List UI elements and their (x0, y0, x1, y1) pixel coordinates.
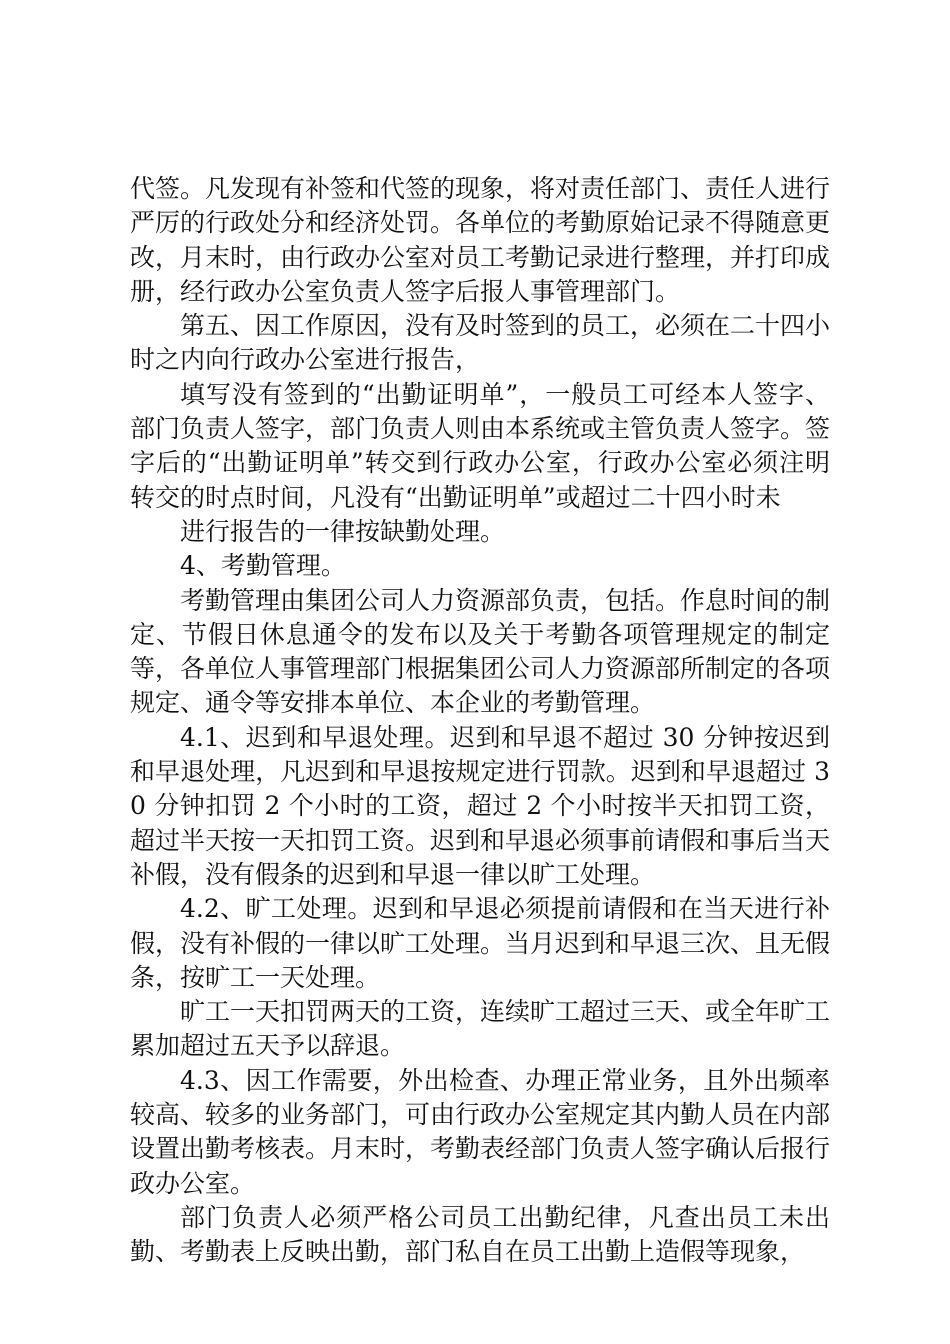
document-body (130, 172, 830, 1270)
paragraph-attendance-certificate: 填写没有签到的“出勤证明单”，一般员工可经本人签字、部门负责人签字，部门负责人则由本系统或主管负责人签字。签字后的“出勤证明单”转交到行政办公室，行政办公室必须注明转交的时点时间，凡没有“出勤证明单”或超过二十四小时未 (130, 379, 831, 512)
paragraph-manager-responsibility: 部门负责人必须严格公司员工出勤纪律，凡查出员工未出勤、考勤表上反映出勤，部门私自在员工出勤上造假等现象， (130, 1202, 830, 1267)
paragraph-signing-rules: 代签。凡发现有补签和代签的现象，将对责任部门、责任人进行严厉的行政处分和经济处罚。各单位的考勤原始记录不得随意更改，月末时，由行政办公室对员工考勤记录进行整理，并打印成册，经行政办公室负责人签字后报人事管理部门。 (130, 174, 831, 306)
paragraph-absenteeism: 4.2、旷工处理。迟到和早退必须提前请假和在当天进行补假，没有补假的一律以旷工处理。当月迟到和早退三次、且无假条，按旷工一天处理。 (130, 894, 831, 992)
section-heading-attendance-management: 4、考勤管理。 (180, 551, 346, 581)
paragraph-absenteeism-penalty: 旷工一天扣罚两天的工资，连续旷工超过三天、或全年旷工累加超过五天予以辞退。 (130, 997, 831, 1061)
paragraph-field-work-attendance: 4.3、因工作需要，外出检查、办理正常业务，且外出频率较高、较多的业务部门，可由行政办公室规定其内勤人员在内部设置出勤考核表。月末时，考勤表经部门负责人签字确认后报行政办公室。 (130, 1065, 831, 1198)
paragraph-fifth-rule: 第五、因工作原因，没有及时签到的员工，必须在二十四小时之内向行政办公室进行报告， (130, 311, 831, 375)
paragraph-absence-handling: 进行报告的一律按缺勤处理。 (180, 516, 506, 546)
paragraph-attendance-management: 考勤管理由集团公司人力资源部负责，包括。作息时间的制定、节假日休息通令的发布以及关于考勤各项管理规定的制定等，各单位人事管理部门根据集团公司人力资源部所制定的各项规定、通令等安排本单位、本企业的考勤管理。 (130, 585, 831, 718)
paragraph-late-early-leave: 4.1、迟到和早退处理。迟到和早退不超过 30 分钟按迟到和早退处理，凡迟到和早退按规定进行罚款。迟到和早退超过 30 分钟扣罚 2 个小时的工资，超过 2 个小时按半天扣罚工资，超过半天按一天扣罚工资。迟到和早退必须事前请假和事后当天补假，没有假条的迟到和早退一律以旷工处理。 (130, 722, 831, 889)
